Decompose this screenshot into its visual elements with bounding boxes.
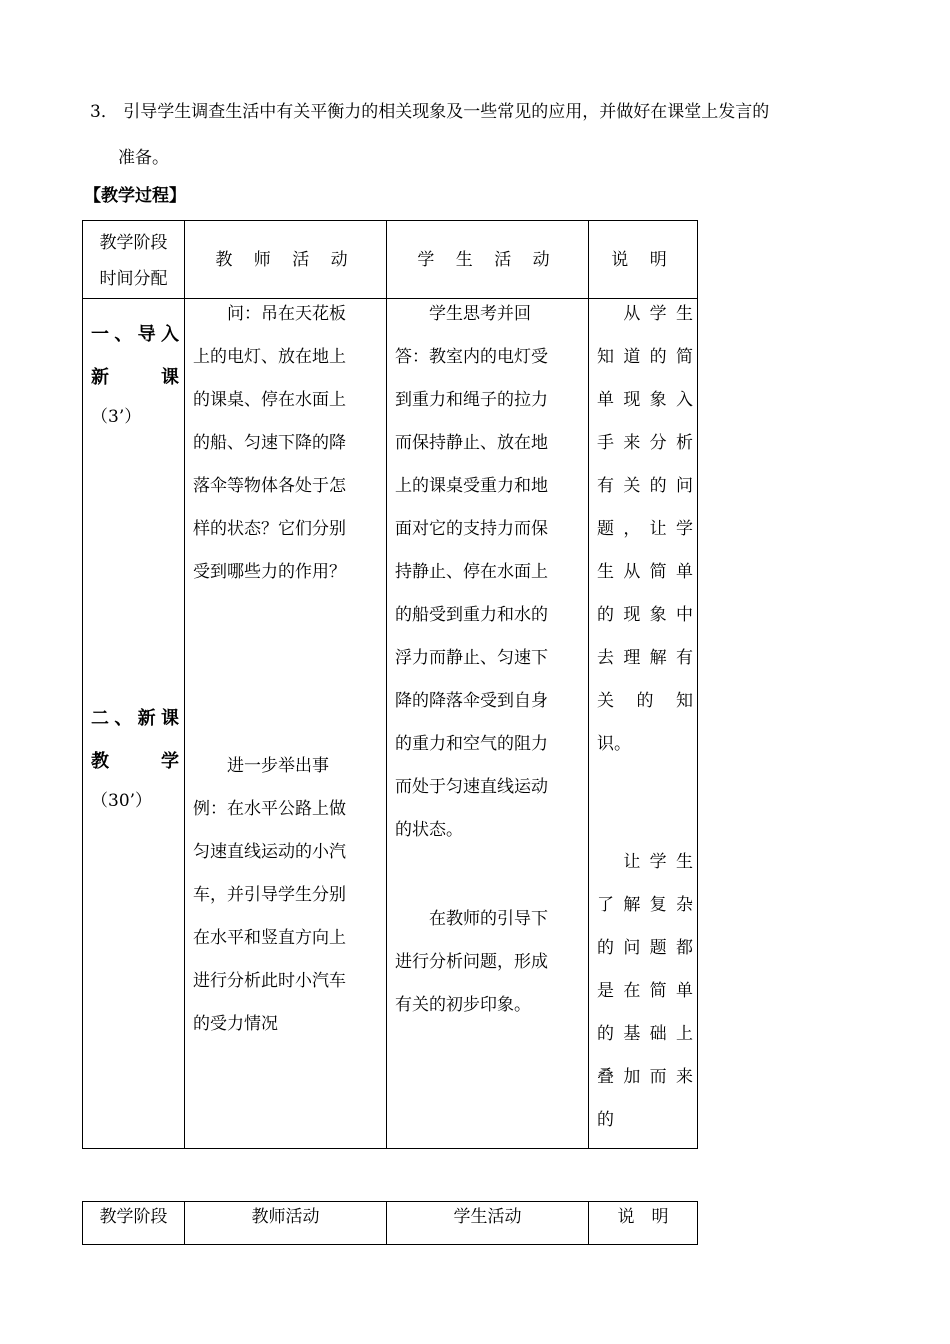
notes-line: 从学生 bbox=[597, 304, 693, 324]
notes-cell bbox=[589, 299, 698, 1149]
stage1-block bbox=[91, 313, 179, 435]
table-body-row bbox=[83, 299, 698, 1149]
teacher-activity-1 bbox=[193, 293, 383, 594]
student-activity-2 bbox=[395, 898, 585, 1027]
student-line: 到重力和绳子的拉力 bbox=[395, 390, 548, 410]
header-stage-line1: 教学阶段 bbox=[99, 232, 168, 253]
notes-line: 生从简单 bbox=[597, 562, 693, 582]
notes-line: 知道的简 bbox=[597, 347, 693, 367]
student-line: 持静止、停在水面上 bbox=[395, 562, 548, 582]
header-student bbox=[387, 221, 589, 299]
teacher-line: 匀速直线运动的小汽 bbox=[193, 842, 346, 862]
table2-header-stage: 教学阶段 bbox=[83, 1202, 185, 1245]
notes-line: 单现象入 bbox=[597, 390, 693, 410]
teacher-line: 受到哪些力的作用？ bbox=[193, 562, 346, 582]
notes-line: 的问题都 bbox=[597, 938, 693, 958]
student-line: 上的课桌受重力和地 bbox=[395, 476, 548, 496]
teacher-line: 在水平和竖直方向上 bbox=[193, 928, 346, 948]
table2-header-notes: 说 明 bbox=[589, 1202, 698, 1245]
notes-line: 了解复杂 bbox=[597, 895, 693, 915]
notes-2 bbox=[597, 841, 693, 1142]
header-teacher-label: 教 师 活 动 bbox=[215, 249, 356, 270]
notes-line: 关 的 知 bbox=[597, 691, 693, 711]
student-line: 浮力而静止、匀速下 bbox=[395, 648, 548, 668]
notes-line: 的现象中 bbox=[597, 605, 693, 625]
table-header-row bbox=[83, 221, 698, 299]
student-line: 学生思考并回 bbox=[395, 304, 531, 324]
student-activity-cell bbox=[387, 299, 589, 1149]
section-heading: 【教学过程】 bbox=[84, 186, 186, 206]
teacher-line: 进行分析此时小汽车 bbox=[193, 971, 346, 991]
teaching-process-table-2 bbox=[82, 1201, 698, 1245]
teacher-activity-cell bbox=[185, 299, 387, 1149]
student-line: 而处于匀速直线运动 bbox=[395, 777, 548, 797]
notes-line: 有关的问 bbox=[597, 476, 693, 496]
teacher-line: 问：吊在天花板 bbox=[193, 304, 346, 324]
notes-line: 去理解有 bbox=[597, 648, 693, 668]
stage1-time: （3’） bbox=[91, 407, 142, 427]
stage2-title-b: 教 学 bbox=[91, 751, 179, 772]
header-student-label: 学 生 活 动 bbox=[417, 249, 558, 270]
header-notes-label: 说 明 bbox=[611, 249, 675, 270]
teacher-line: 上的电灯、放在地上 bbox=[193, 347, 346, 367]
notes-1 bbox=[597, 293, 693, 766]
student-line: 在教师的引导下 bbox=[395, 909, 548, 929]
notes-line: 叠加而来 bbox=[597, 1067, 693, 1087]
teacher-activity-2 bbox=[193, 745, 383, 1046]
intro-line-1: 3． 引导学生调查生活中有关平衡力的相关现象及一些常见的应用，并做好在课堂上发言的 bbox=[90, 102, 770, 122]
header-notes bbox=[589, 221, 698, 299]
stage2-title-a: 二、新课 bbox=[91, 708, 179, 729]
teacher-line: 的受力情况 bbox=[193, 1014, 278, 1034]
notes-line: 题，让学 bbox=[597, 519, 693, 539]
student-line: 而保持静止、放在地 bbox=[395, 433, 548, 453]
student-line: 进行分析问题，形成 bbox=[395, 952, 548, 972]
table2-header-teacher: 教师活动 bbox=[185, 1202, 387, 1245]
teacher-line: 例：在水平公路上做 bbox=[193, 799, 346, 819]
teacher-line: 进一步举出事 bbox=[193, 756, 329, 776]
student-line: 的船受到重力和水的 bbox=[395, 605, 548, 625]
student-line: 的状态。 bbox=[395, 820, 463, 840]
stage-cell bbox=[83, 299, 185, 1149]
notes-line: 手来分析 bbox=[597, 433, 693, 453]
teaching-process-table bbox=[82, 220, 698, 1149]
header-teacher bbox=[185, 221, 387, 299]
teacher-line: 的课桌、停在水面上 bbox=[193, 390, 346, 410]
stage2-time: （30’） bbox=[91, 791, 153, 811]
table2-header-student: 学生活动 bbox=[387, 1202, 589, 1245]
stage1-title-b: 新 课 bbox=[91, 367, 179, 388]
notes-line: 是在简单 bbox=[597, 981, 693, 1001]
student-line: 有关的初步印象。 bbox=[395, 995, 531, 1015]
teacher-line: 的船、匀速下降的降 bbox=[193, 433, 346, 453]
student-line: 的重力和空气的阻力 bbox=[395, 734, 548, 754]
student-line: 面对它的支持力而保 bbox=[395, 519, 548, 539]
stage2-block bbox=[91, 697, 179, 819]
header-stage bbox=[83, 221, 185, 299]
notes-line: 识。 bbox=[597, 734, 631, 754]
teacher-line: 样的状态？它们分别 bbox=[193, 519, 346, 539]
teacher-line: 落伞等物体各处于怎 bbox=[193, 476, 346, 496]
stage1-title-a: 一、导入 bbox=[91, 324, 179, 345]
notes-line: 的 bbox=[597, 1110, 614, 1130]
notes-line: 的基础上 bbox=[597, 1024, 693, 1044]
header-stage-line2: 时间分配 bbox=[99, 268, 168, 289]
intro-line-2: 准备。 bbox=[118, 148, 169, 168]
student-line: 答：教室内的电灯受 bbox=[395, 347, 548, 367]
table2-header-row bbox=[83, 1202, 698, 1245]
teacher-line: 车，并引导学生分别 bbox=[193, 885, 346, 905]
student-line: 降的降落伞受到自身 bbox=[395, 691, 548, 711]
notes-line: 让学生 bbox=[597, 852, 693, 872]
student-activity-1 bbox=[395, 293, 585, 852]
